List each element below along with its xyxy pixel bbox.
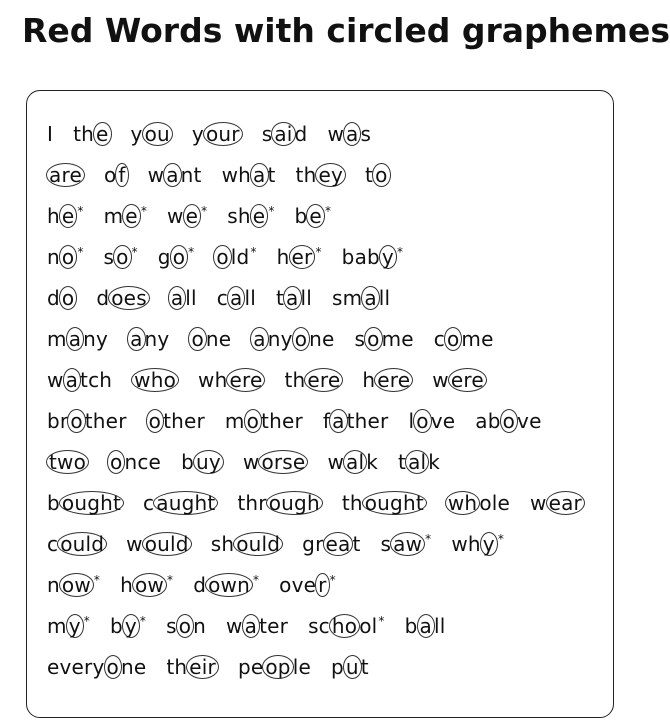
grapheme-circle: ai [271, 122, 295, 146]
grapheme-circle: o [213, 245, 231, 269]
asterisk-mark: * [396, 244, 404, 259]
word-whole: wh ole [446, 491, 510, 515]
asterisk-mark: * [250, 244, 257, 259]
grapheme-circle: aught [153, 491, 218, 515]
word-she: sh e * [227, 203, 275, 228]
word-baby: bab y * [341, 244, 404, 269]
word-worse: w orse [243, 450, 308, 474]
word-put: p u t [330, 654, 369, 679]
grapheme-circle: o [104, 655, 122, 679]
word-father: f a ther [322, 408, 389, 433]
asterisk-mark: * [315, 244, 322, 259]
word-row-8 [47, 400, 604, 441]
grapheme-circle: ould [142, 532, 192, 556]
grapheme-circle: al [343, 450, 367, 474]
word-rows [47, 113, 604, 687]
grapheme-circle: o [146, 409, 164, 433]
word-there: th ere [284, 368, 342, 392]
word-some: s o me [354, 326, 414, 351]
grapheme-circle: our [203, 122, 243, 146]
grapheme-circle: a [329, 409, 347, 433]
word-small: sm a ll [332, 285, 391, 310]
asterisk-mark: * [497, 531, 505, 546]
word-son: s o n [166, 613, 207, 638]
grapheme-circle: o [372, 163, 390, 187]
grapheme-circle: r [315, 573, 329, 597]
grapheme-circle: o [107, 450, 125, 474]
word-no: n o * [47, 244, 84, 269]
grapheme-circle: a [168, 286, 186, 310]
word-wear: w ear [530, 491, 584, 515]
word-many: m a ny [47, 326, 109, 351]
word-row-7 [47, 359, 604, 400]
word-could: c ould [47, 532, 106, 556]
grapheme-circle: o [292, 327, 310, 351]
word-love: l o ve [408, 408, 456, 433]
asterisk-mark: * [166, 572, 174, 587]
word-everyone: every o ne [47, 654, 147, 679]
asterisk-mark: * [201, 203, 208, 218]
grapheme-circle: o [244, 409, 262, 433]
grapheme-circle: ow [132, 573, 167, 597]
grapheme-circle: y [122, 614, 140, 638]
word-want: w a nt [147, 162, 202, 187]
grapheme-circle: e [93, 122, 112, 146]
grapheme-circle: ough [266, 491, 323, 515]
word-row-14 [47, 646, 604, 687]
word-by: b y * [109, 613, 147, 638]
word-we: w e * [167, 203, 208, 228]
grapheme-circle: ought [362, 491, 427, 515]
grapheme-circle: uy [193, 450, 224, 474]
word-to: t o [365, 163, 389, 187]
word-row-4 [47, 236, 604, 277]
grapheme-circle: ere [448, 368, 487, 392]
word-row-11 [47, 523, 604, 564]
grapheme-circle: are [46, 163, 85, 187]
grapheme-circle: ho [329, 614, 360, 638]
grapheme-circle: ould [233, 532, 283, 556]
word-once: o nce [108, 450, 161, 474]
grapheme-circle: e [183, 204, 202, 228]
grapheme-circle: al [405, 450, 429, 474]
word-row-9 [47, 441, 604, 482]
word-do: d o [47, 286, 76, 310]
word-panel [26, 90, 614, 718]
grapheme-circle: f [115, 163, 128, 187]
word-who [132, 368, 178, 392]
asterisk-mark: * [83, 613, 90, 628]
word-their: th eir [166, 655, 218, 679]
word-row-2 [47, 154, 604, 195]
grapheme-circle: e [306, 204, 325, 228]
grapheme-circle: oes [108, 286, 150, 310]
grapheme-circle: y [379, 245, 397, 269]
word-your: y our [192, 122, 242, 146]
word-would: w ould [126, 532, 191, 556]
grapheme-circle: o [170, 245, 188, 269]
grapheme-circle: ould [57, 532, 107, 556]
grapheme-circle: o [59, 286, 77, 310]
grapheme-circle: ey [315, 163, 346, 187]
word-anyone: a ny o ne [251, 327, 334, 351]
grapheme-circle: a [163, 163, 181, 187]
word-you: y ou [131, 122, 172, 146]
grapheme-circle: e [122, 204, 141, 228]
grapheme-circle: o [67, 409, 85, 433]
grapheme-circle: o [364, 327, 382, 351]
page-title: Red Words with circled graphemes [22, 11, 670, 50]
word-ball: b a ll [404, 613, 446, 638]
word-row-1 [47, 113, 604, 154]
asterisk-mark: * [77, 203, 84, 218]
word-how: h ow * [120, 572, 174, 597]
word-thought: th ought [342, 491, 426, 515]
grapheme-circle: wh [445, 491, 480, 515]
word-why: wh y * [451, 531, 505, 556]
asterisk-mark: * [324, 203, 332, 218]
grapheme-circle: eir [186, 655, 219, 679]
asterisk-mark: * [378, 613, 385, 628]
grapheme-circle: y [66, 614, 84, 638]
grapheme-circle: a [283, 286, 301, 310]
word-row-10 [47, 482, 604, 523]
word-school: sc ho ol* [308, 613, 385, 638]
grapheme-circle: er [289, 245, 316, 269]
word-he: h e * [47, 203, 84, 228]
word-row-13 [47, 605, 604, 646]
word-call: c a ll [216, 285, 256, 310]
grapheme-circle: o [500, 409, 518, 433]
word-be: b e * [294, 203, 332, 228]
grapheme-circle: a [417, 614, 435, 638]
word-my: m y * [47, 613, 90, 638]
grapheme-circle: a [242, 614, 260, 638]
word-caught: c aught [143, 491, 217, 515]
grapheme-circle: e [250, 204, 269, 228]
grapheme-circle: a [227, 286, 245, 310]
grapheme-circle: o [413, 409, 431, 433]
word-great: gr ea t [302, 531, 361, 556]
word-water: w a ter [226, 613, 289, 638]
grapheme-circle: u [343, 655, 362, 679]
word-row-3 [47, 195, 604, 236]
grapheme-circle: ere [374, 368, 413, 392]
grapheme-circle: a [127, 327, 145, 351]
grapheme-circle: y [480, 532, 498, 556]
word-brother: br o ther [47, 408, 127, 433]
word-any: a ny [128, 327, 169, 351]
grapheme-circle: aw [390, 532, 425, 556]
asterisk-mark: * [329, 572, 336, 587]
grapheme-circle: ea [323, 532, 354, 556]
grapheme-circle: o [113, 245, 131, 269]
grapheme-circle: o [176, 614, 194, 638]
word-one: o ne [189, 327, 231, 351]
grapheme-circle: ought [59, 491, 124, 515]
grapheme-circle: a [63, 368, 81, 392]
word-tall: t a ll [275, 285, 313, 310]
asterisk-mark: * [188, 244, 195, 259]
grapheme-circle: a [66, 327, 84, 351]
grapheme-circle: o [444, 327, 462, 351]
word-does: d oes [96, 286, 148, 310]
grapheme-circle: ou [142, 122, 173, 146]
word-down: d own * [193, 572, 260, 597]
word-other: o ther [147, 409, 205, 433]
word-row-6 [47, 318, 604, 359]
grapheme-circle: own [205, 573, 253, 597]
word-the: th e [73, 122, 110, 146]
word-was: w a s [327, 121, 372, 146]
grapheme-circle: ow [59, 573, 94, 597]
word-here: h ere [362, 368, 412, 392]
asterisk-mark: * [140, 203, 148, 218]
word-are [47, 163, 84, 187]
word-me: m e * [103, 203, 148, 228]
grapheme-circle: a [361, 286, 379, 310]
grapheme-circle: two [46, 450, 89, 474]
asterisk-mark: * [93, 572, 101, 587]
word-should: sh ould [211, 532, 282, 556]
word-buy: b uy [181, 450, 223, 474]
grapheme-circle: op [262, 655, 293, 679]
word-what: wh a t [221, 162, 276, 187]
grapheme-circle: who [131, 368, 179, 392]
grapheme-circle: orse [258, 450, 308, 474]
word-through: thr ough [237, 491, 321, 515]
word-row-5 [47, 277, 604, 318]
grapheme-circle: o [188, 327, 206, 351]
word-two [47, 450, 88, 474]
word-they: th ey [296, 163, 345, 187]
word-of: o f [104, 163, 128, 187]
word-people: pe op le [237, 654, 311, 679]
asterisk-mark: * [77, 244, 84, 259]
word-were: w ere [432, 368, 486, 392]
asterisk-mark: * [139, 613, 147, 628]
word-over: ove r * [279, 572, 336, 597]
grapheme-circle: e [59, 204, 78, 228]
word-old: o ld* [214, 245, 256, 269]
asterisk-mark: * [425, 531, 432, 546]
word-where: wh ere [198, 368, 264, 392]
asterisk-mark: * [252, 572, 260, 587]
word-saw: s aw * [380, 531, 432, 556]
word-now: n ow * [47, 572, 101, 597]
word-mother: m o ther [224, 408, 303, 433]
word-walk: w al k [327, 449, 379, 474]
grapheme-circle: a [250, 327, 268, 351]
asterisk-mark: * [268, 203, 275, 218]
word-go: g o * [157, 244, 195, 269]
word-row-12 [47, 564, 604, 605]
word-come: c o me [433, 326, 494, 351]
word-said: s ai d [261, 121, 308, 146]
grapheme-circle: a [250, 163, 268, 187]
word-talk: t al k [398, 449, 441, 474]
word-so: s o * [103, 244, 138, 269]
word-above: ab o ve [475, 408, 542, 433]
word-watch: w a tch [47, 367, 113, 392]
word-all: a ll [169, 286, 197, 310]
grapheme-circle: ere [226, 368, 265, 392]
word-bought: b ought [47, 491, 123, 515]
grapheme-circle: ear [546, 491, 585, 515]
grapheme-circle: a [343, 122, 361, 146]
grapheme-circle: o [59, 245, 77, 269]
word-i: I [47, 121, 54, 146]
grapheme-circle: ere [304, 368, 343, 392]
asterisk-mark: * [131, 244, 138, 259]
word-her: h er * [276, 244, 322, 269]
